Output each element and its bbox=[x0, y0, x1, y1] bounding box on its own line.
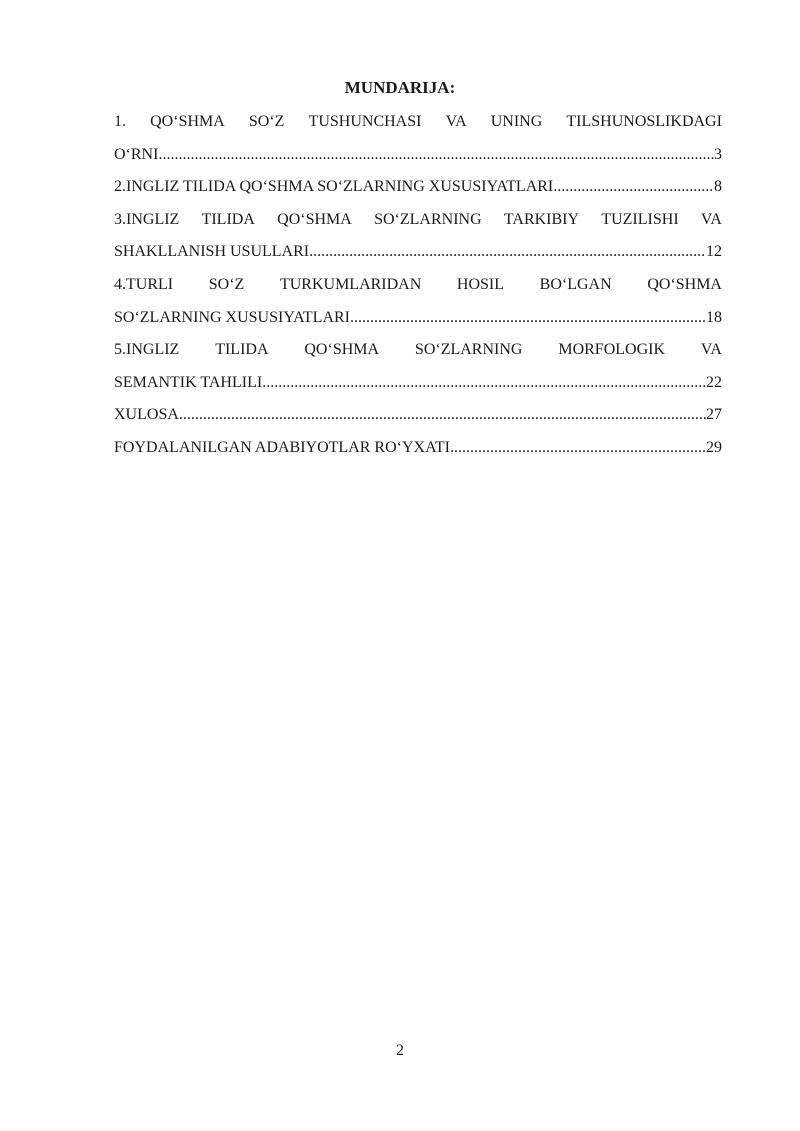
toc-entry-5-line-1 bbox=[114, 334, 722, 367]
toc-word: SO‘ZLARNING bbox=[374, 210, 482, 228]
toc-word: VA bbox=[700, 341, 722, 359]
toc-entry-4-line-2[interactable] bbox=[114, 302, 722, 335]
toc-title: MUNDARIJA: bbox=[344, 78, 456, 97]
toc-word: 4.TURLI bbox=[114, 275, 174, 293]
toc-word: QO‘SHMA bbox=[150, 113, 225, 130]
toc-word: VA bbox=[700, 210, 722, 228]
toc-page-number: 18 bbox=[706, 308, 722, 326]
dot-leader bbox=[309, 236, 706, 269]
toc-entry-text: SEMANTIK TAHLILI bbox=[114, 373, 263, 391]
toc-page-number: 8 bbox=[714, 178, 722, 196]
toc-entry-3-line-2[interactable] bbox=[114, 236, 722, 269]
toc-page-number: 29 bbox=[706, 438, 722, 456]
toc-entry-3-line-1 bbox=[114, 204, 722, 237]
dot-leader bbox=[350, 302, 706, 335]
toc-word: SO‘Z bbox=[208, 275, 245, 293]
toc-page-number: 27 bbox=[706, 406, 722, 424]
toc-word: QO‘SHMA bbox=[277, 210, 352, 228]
toc-entry-text: O‘RNI bbox=[114, 145, 159, 163]
toc-word: TUSHUNCHASI bbox=[308, 113, 422, 130]
toc-word: TILSHUNOSLIKDAGI bbox=[566, 113, 722, 130]
dot-leader bbox=[158, 139, 714, 172]
toc-entry-6[interactable] bbox=[114, 399, 722, 432]
toc-word: TARKIBIY bbox=[503, 210, 580, 228]
dot-leader bbox=[179, 399, 706, 432]
toc-word: VA bbox=[445, 113, 467, 130]
toc-entry-text: XULOSA bbox=[114, 406, 179, 424]
dot-leader bbox=[553, 171, 714, 204]
toc-word: 5.INGLIZ bbox=[114, 341, 180, 359]
page-number: 2 bbox=[396, 1042, 404, 1059]
toc-entry-4-line-1 bbox=[114, 269, 722, 302]
toc-entry-1-line-1 bbox=[114, 106, 722, 139]
toc-entry-text: SHAKLLANISH USULLARI bbox=[114, 243, 310, 261]
dot-leader bbox=[262, 367, 706, 400]
toc-word: BO‘LGAN bbox=[539, 275, 612, 293]
toc-word: 3.INGLIZ bbox=[114, 210, 180, 228]
toc-word: TURKUMLARIDAN bbox=[279, 275, 422, 293]
toc-entry-5-line-2[interactable] bbox=[114, 367, 722, 400]
toc-word: UNING bbox=[490, 113, 543, 130]
dot-leader bbox=[450, 432, 706, 465]
toc-entry-7[interactable] bbox=[114, 432, 722, 465]
toc-word: TILIDA bbox=[201, 210, 255, 228]
toc-page-number: 3 bbox=[714, 145, 722, 163]
toc-word: HOSIL bbox=[456, 275, 505, 293]
toc-entry-text: 2.INGLIZ TILIDA QO‘SHMA SO‘ZLARNING XUSUSIYATLARI bbox=[114, 178, 554, 196]
toc-page-number: 22 bbox=[706, 373, 722, 391]
toc-word: TILIDA bbox=[215, 341, 269, 359]
toc-entry-text: FOYDALANILGAN ADABIYOTLAR RO‘YXATI bbox=[114, 438, 450, 456]
toc-word: MORFOLOGIK bbox=[558, 341, 666, 359]
table-of-contents bbox=[114, 106, 722, 465]
toc-word: QO‘SHMA bbox=[304, 341, 380, 359]
toc-entry-text: SO‘ZLARNING XUSUSIYATLARI bbox=[114, 308, 350, 326]
toc-word: 1. bbox=[114, 113, 126, 130]
toc-word: TUZILISHI bbox=[601, 210, 679, 228]
toc-word: SO‘ZLARNING bbox=[414, 341, 523, 359]
toc-word: QO‘SHMA bbox=[647, 275, 722, 293]
toc-page-number: 12 bbox=[706, 243, 722, 261]
toc-entry-2[interactable] bbox=[114, 171, 722, 204]
toc-word: SO‘Z bbox=[248, 113, 285, 130]
toc-entry-1-line-2[interactable] bbox=[114, 139, 722, 172]
